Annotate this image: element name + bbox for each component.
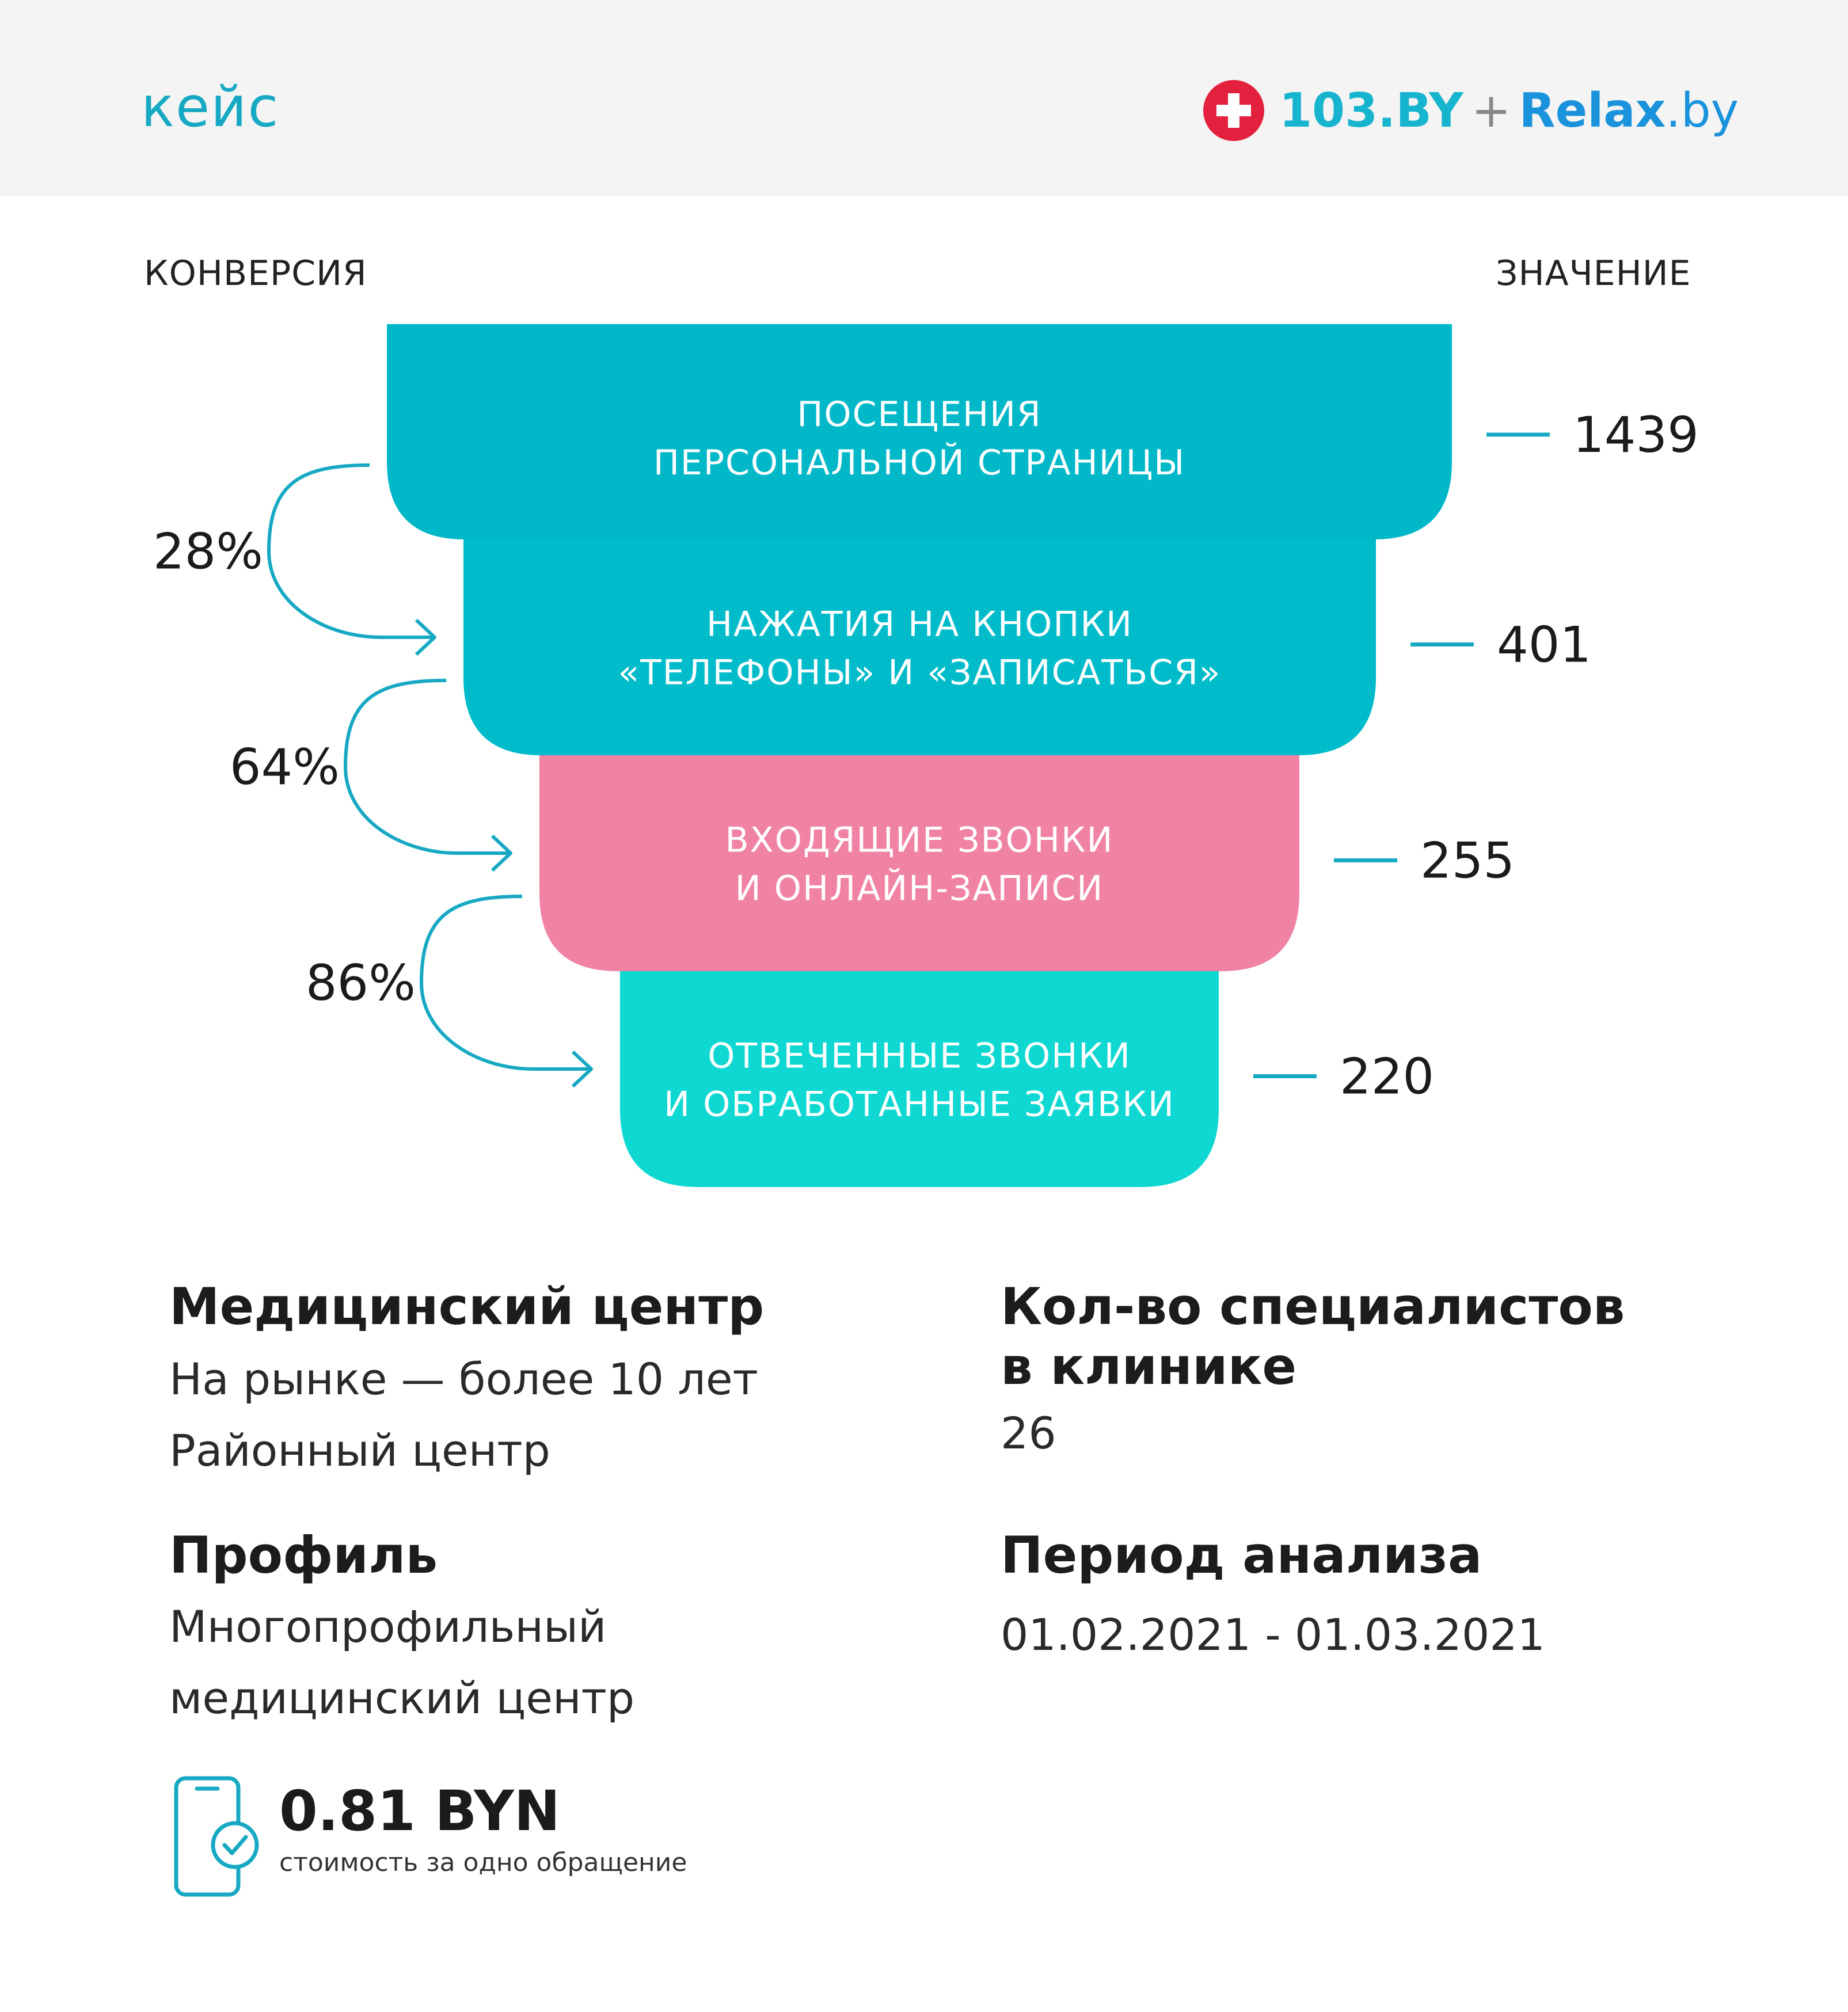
specialists-title: в клинике bbox=[1001, 1337, 1297, 1396]
period-value: 01.02.2021 - 01.03.2021 bbox=[1001, 1609, 1546, 1660]
specialists-value: 26 bbox=[1001, 1408, 1056, 1459]
logo-by: .by bbox=[1666, 83, 1739, 138]
funnel-stage-2 bbox=[463, 539, 1376, 755]
stage-label: И ОНЛАЙН-ЗАПИСИ bbox=[735, 868, 1104, 909]
phone-check-icon bbox=[174, 1776, 272, 1900]
funnel-stage-3 bbox=[539, 755, 1299, 971]
stage-value: 1439 bbox=[1573, 406, 1699, 464]
profile-line: медицинский центр bbox=[169, 1672, 635, 1724]
center-title: Медицинский центр bbox=[169, 1277, 765, 1336]
case-label: кейс bbox=[141, 75, 280, 139]
value-header: ЗНАЧЕНИЕ bbox=[1496, 253, 1691, 294]
conversion-label: 28% bbox=[153, 523, 263, 581]
center-line: Районный центр bbox=[169, 1425, 550, 1476]
logo-103by: 103.BY bbox=[1279, 83, 1463, 138]
logo-relax: Relax bbox=[1519, 83, 1666, 138]
logo-plus: + bbox=[1471, 83, 1511, 138]
stage-label: ПОСЕЩЕНИЯ bbox=[797, 394, 1042, 435]
cost-caption: стоимость за одно обращение bbox=[279, 1848, 687, 1877]
cost-value: 0.81 BYN bbox=[279, 1779, 561, 1843]
profile-title: Профиль bbox=[169, 1526, 438, 1585]
stage-label: И ОБРАБОТАННЫЕ ЗАЯВКИ bbox=[664, 1084, 1175, 1125]
stage-label: ОТВЕЧЕННЫЕ ЗВОНКИ bbox=[708, 1036, 1131, 1077]
funnel-stage-4 bbox=[620, 971, 1219, 1187]
stage-label: ВХОДЯЩИЕ ЗВОНКИ bbox=[725, 820, 1114, 861]
stage-label: «ТЕЛЕФОНЫ» И «ЗАПИСАТЬСЯ» bbox=[618, 652, 1222, 693]
period-title: Период анализа bbox=[1001, 1526, 1482, 1585]
stage-label: ПЕРСОНАЛЬНОЙ СТРАНИЦЫ bbox=[653, 443, 1186, 483]
specialists-title: Кол-во специалистов bbox=[1001, 1277, 1625, 1336]
conversion-header: КОНВЕРСИЯ bbox=[144, 253, 367, 294]
stage-value: 220 bbox=[1340, 1048, 1435, 1106]
center-line: На рынке — более 10 лет bbox=[169, 1353, 758, 1405]
conversion-label: 64% bbox=[229, 739, 340, 796]
stage-value: 401 bbox=[1497, 616, 1592, 674]
stage-value: 255 bbox=[1420, 832, 1515, 890]
stage-label: НАЖАТИЯ НА КНОПКИ bbox=[706, 604, 1133, 645]
profile-line: Многопрофильный bbox=[169, 1601, 607, 1652]
conversion-label: 86% bbox=[305, 954, 416, 1012]
